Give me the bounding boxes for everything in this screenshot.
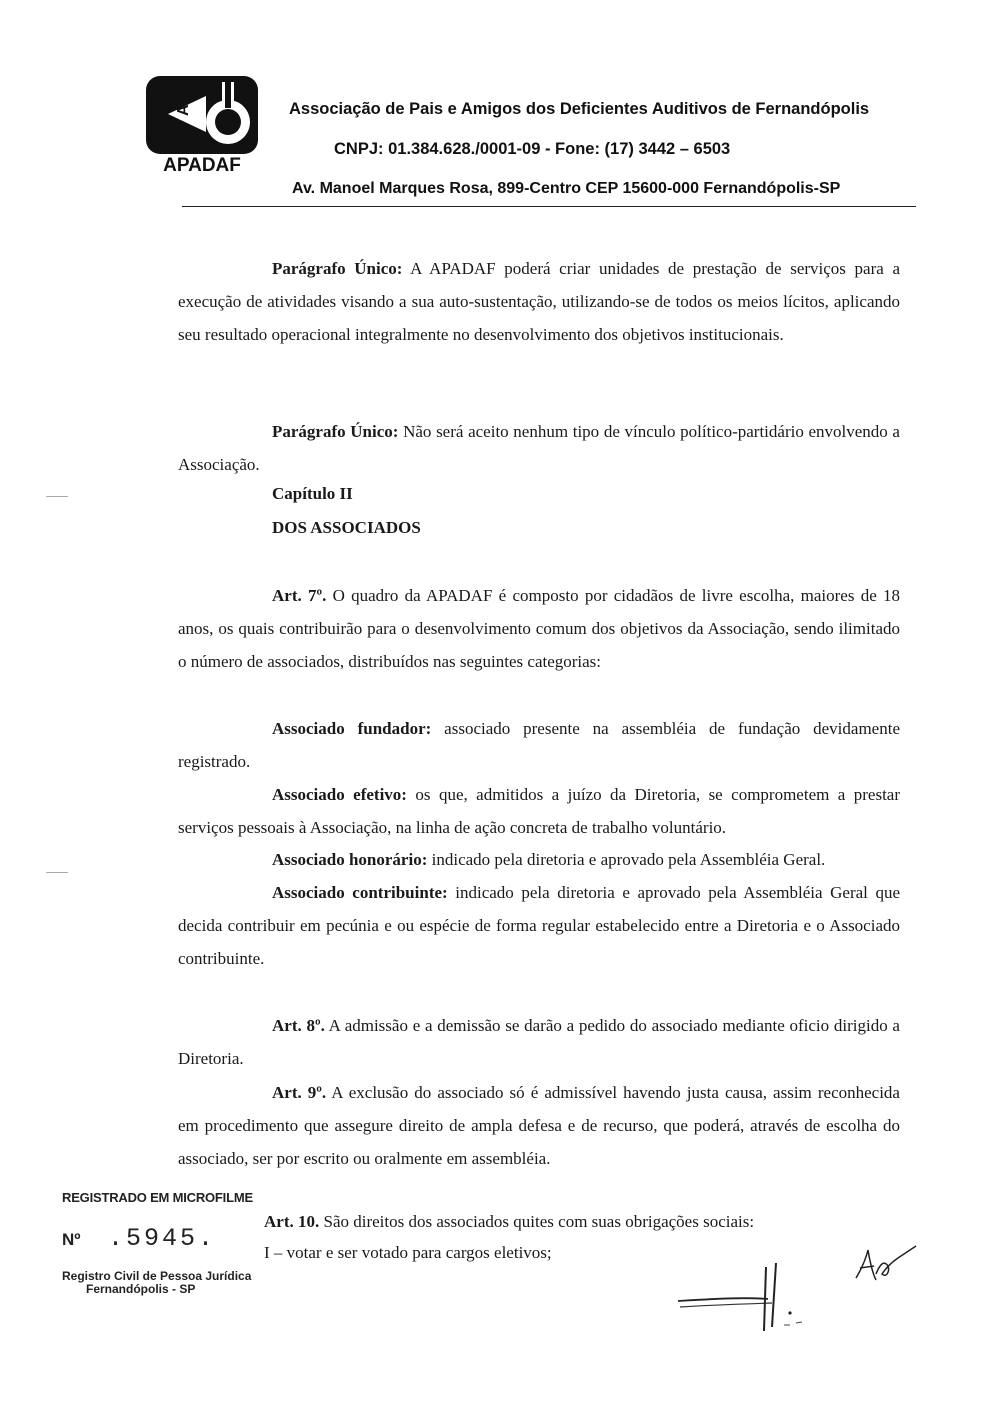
article-text: O quadro da APADAF é composto por cidadãos de livre escolha, maiores de 18 anos, os quais contribuirão para o desenvolvimento comum dos objetivos da Associação, sendo ilimitado o número de associados, distribuídos nas seguintes categorias: [178,586,900,671]
paragraph-unico-2 [178,415,900,481]
paragraph-label: Parágrafo Único: [272,259,403,278]
apadaf-logo [146,76,258,174]
org-name: Associação de Pais e Amigos dos Deficientes Auditivos de Fernandópolis [289,100,870,118]
associado-contribuinte [178,876,900,975]
paragraph-text: A APADAF poderá criar unidades de prestação de serviços para a execução de atividades visando a sua auto-sustentação, utilizando-se de todos os meios lícitos, aplicando seu resultado operacional integralmente no desenvolvimento dos objetivos institucionais. [178,259,900,344]
category-label: Associado honorário: [272,850,428,869]
microfilm-stamp-title: REGISTRADO EM MICROFILME [62,1190,253,1205]
header-divider [182,206,916,207]
category-text: os que, admitidos a juízo da Diretoria, se comprometem a prestar serviços pessoais à Associação, na linha de ação concreta de trabalho voluntário. [178,785,901,837]
paragraph-label: Parágrafo Único: [272,422,399,441]
article-label: Art. 7º. [272,586,327,605]
microfilm-stamp-number: .5945. [108,1224,217,1253]
article-text: São direitos dos associados quites com suas obrigações sociais: [319,1212,755,1231]
scan-mark [46,872,68,873]
category-label: Associado contribuinte: [272,883,448,902]
article-label: Art. 9º. [272,1083,327,1102]
handwritten-initials [852,1238,922,1290]
article-label: Art. 10. [264,1212,320,1231]
article-10-item-1: I – votar e ser votado para cargos eletivos; [264,1243,552,1262]
article-10 [264,1212,754,1232]
paragraph-unico-1 [178,252,900,351]
microfilm-stamp-registry: Registro Civil de Pessoa Jurídica [62,1269,252,1283]
scan-mark [46,496,68,497]
category-label: Associado fundador: [272,719,432,738]
article-7 [178,579,900,678]
article-text: A admissão e a demissão se darão a pedido do associado mediante oficio dirigido a Diretoria. [178,1016,900,1068]
article-9 [178,1076,900,1175]
svg-text:A: A [175,104,192,116]
microfilm-stamp-city: Fernandópolis - SP [86,1282,196,1296]
handwritten-signature-1 [672,1255,822,1335]
category-text: indicado pela diretoria e aprovado pela Assembléia Geral. [427,850,826,869]
category-label: Associado efetivo: [272,785,407,804]
category-text: indicado pela diretoria e aprovado pela Assembléia Geral que decida contribuir em pecúnia e ou espécie de forma regular estabelecido entre a Diretoria e o Associado contribuinte. [178,883,900,968]
org-contact: CNPJ: 01.384.628./0001-09 - Fone: (17) 3442 – 6503 [334,140,731,158]
associado-efetivo [178,778,900,844]
chapter-title: DOS ASSOCIADOS [272,518,421,537]
paragraph-text: Não será aceito nenhum tipo de vínculo político-partidário envolvendo a Associação. [178,422,900,474]
associado-fundador [178,712,900,778]
article-text: A exclusão do associado só é admissível havendo justa causa, assim reconhecida em procedimento que assegure direito de ampla defesa e de recurso, que poderá, através de escolha do associado, ser por escrito ou oralmente em assembléia. [178,1083,900,1168]
chapter-heading: Capítulo II [272,484,353,503]
article-label: Art. 8º. [272,1016,325,1035]
org-address: Av. Manoel Marques Rosa, 899-Centro CEP 15600-000 Fernandópolis-SP [292,180,841,197]
category-text: associado presente na assembléia de fundação devidamente registrado. [178,719,900,771]
associado-honorario [178,843,900,876]
svg-text:APADAF: APADAF [163,155,241,174]
microfilm-stamp-no-label: Nº [62,1230,81,1249]
article-8 [178,1009,900,1075]
